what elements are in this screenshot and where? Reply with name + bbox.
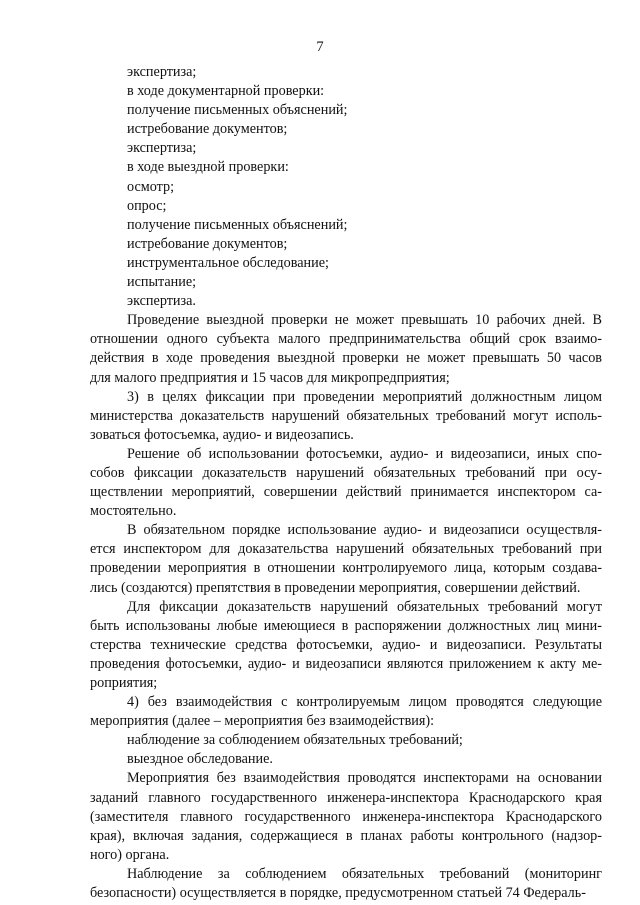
- paragraph: [90, 769, 602, 864]
- list-item: в ходе документарной проверки:: [127, 83, 325, 100]
- paragraph-line: для малого предприятия и 15 часов для микропредприятия;: [90, 369, 450, 386]
- paragraph: [90, 521, 602, 597]
- paragraph-line: проведения фотосъемки, аудио- и видеозаписи являются приложением к акту ме-: [90, 655, 602, 672]
- list-item: опрос;: [127, 197, 167, 214]
- paragraph: [90, 865, 602, 903]
- paragraph-line: мостоятельно.: [90, 503, 177, 520]
- paragraph-line: края), включая задания, содержащиеся в планах работы контрольного (надзор-: [90, 827, 602, 844]
- list-item: инструментальное обследование;: [127, 254, 329, 271]
- no-interaction-measures-list: [90, 731, 602, 769]
- document-body: [90, 63, 602, 903]
- list-item: в ходе выездной проверки:: [127, 159, 289, 176]
- list-item: экспертиза;: [127, 64, 197, 80]
- paragraph-line: ного) органа.: [90, 846, 170, 863]
- paragraph-line: проведении мероприятия в отношении контролируемого лица, которым создава-: [90, 560, 602, 577]
- paragraph-line: собов фиксации доказательств нарушений обязательных требований при осу-: [90, 464, 602, 481]
- paragraph-line: безопасности) осуществляется в порядке, предусмотренном статьей 74 Федераль-: [90, 885, 586, 902]
- list-item: истребование документов;: [127, 121, 288, 138]
- paragraph: [90, 311, 602, 387]
- paragraph: [90, 445, 602, 521]
- paragraph-line: министерства доказательств нарушений обязательных требований могут исполь-: [90, 407, 602, 424]
- paragraph: [90, 388, 602, 445]
- paragraph-line: лись (создаются) препятствия в проведении мероприятия, совершении действий.: [90, 579, 581, 596]
- list-item: получение письменных объяснений;: [127, 216, 348, 233]
- list-item: экспертиза.: [127, 293, 196, 310]
- paragraph-line: В обязательном порядке использование аудио- и видеозаписи осуществля-: [127, 522, 602, 539]
- paragraph-line: (заместителя главного государственного инженера-инспектора Краснодарского: [90, 808, 602, 825]
- paragraph-line: быть использованы любые имеющиеся в распоряжении должностных лиц мини-: [90, 617, 602, 634]
- list-item: осмотр;: [127, 178, 175, 195]
- paragraph-line: 4) без взаимодействия с контролируемым лицом проводятся следующие: [127, 694, 602, 711]
- list-item: выездное обследование.: [127, 751, 273, 768]
- paragraph-line: заданий главного государственного инженера-инспектора Краснодарского края: [90, 789, 602, 806]
- page-number: 7: [316, 39, 324, 55]
- list-item: экспертиза;: [127, 140, 197, 157]
- list-item: наблюдение за соблюдением обязательных требований;: [127, 732, 463, 749]
- paragraph-line: действия в ходе проведения выездной проверки не может превышать 50 часов: [90, 350, 602, 367]
- paragraph-line: Решение об использовании фотосъемки, аудио- и видеозаписи, иных спо-: [127, 445, 602, 462]
- list-item: испытание;: [127, 274, 197, 291]
- list-item: получение письменных объяснений;: [127, 102, 348, 119]
- paragraph-line: Наблюдение за соблюдением обязательных требований (мониторинг: [127, 865, 602, 882]
- paragraphs-section-a: [90, 311, 602, 731]
- paragraph-line: стерства технические средства фотосъемки, аудио- и видеозаписи. Результаты: [90, 636, 602, 653]
- paragraph-line: отношении одного субъекта малого предпринимательства общий срок взаимо-: [90, 331, 602, 348]
- paragraph-line: мероприятия (далее – мероприятия без взаимодействия):: [90, 713, 435, 730]
- paragraph-line: ществлении мероприятий, совершении действий принимается инспектором са-: [90, 484, 602, 501]
- paragraph-line: 3) в целях фиксации при проведении мероприятий должностным лицом: [127, 388, 602, 405]
- paragraph-line: зоваться фотосъемка, аудио- и видеозапись.: [90, 426, 354, 443]
- paragraph-line: ется инспектором для доказательства нарушений обязательных требований при: [90, 541, 602, 558]
- paragraph-line: Проведение выездной проверки не может превышать 10 рабочих дней. В: [127, 312, 602, 329]
- paragraph: [90, 693, 602, 731]
- list-item: истребование документов;: [127, 235, 288, 252]
- paragraph-line: Мероприятия без взаимодействия проводятся инспекторами на основании: [127, 770, 602, 787]
- measures-list: [90, 63, 602, 311]
- paragraph: [90, 598, 602, 693]
- paragraphs-section-b: [90, 769, 602, 903]
- paragraph-line: роприятия;: [90, 675, 158, 691]
- paragraph-line: Для фиксации доказательств нарушений обязательных требований могут: [127, 598, 602, 615]
